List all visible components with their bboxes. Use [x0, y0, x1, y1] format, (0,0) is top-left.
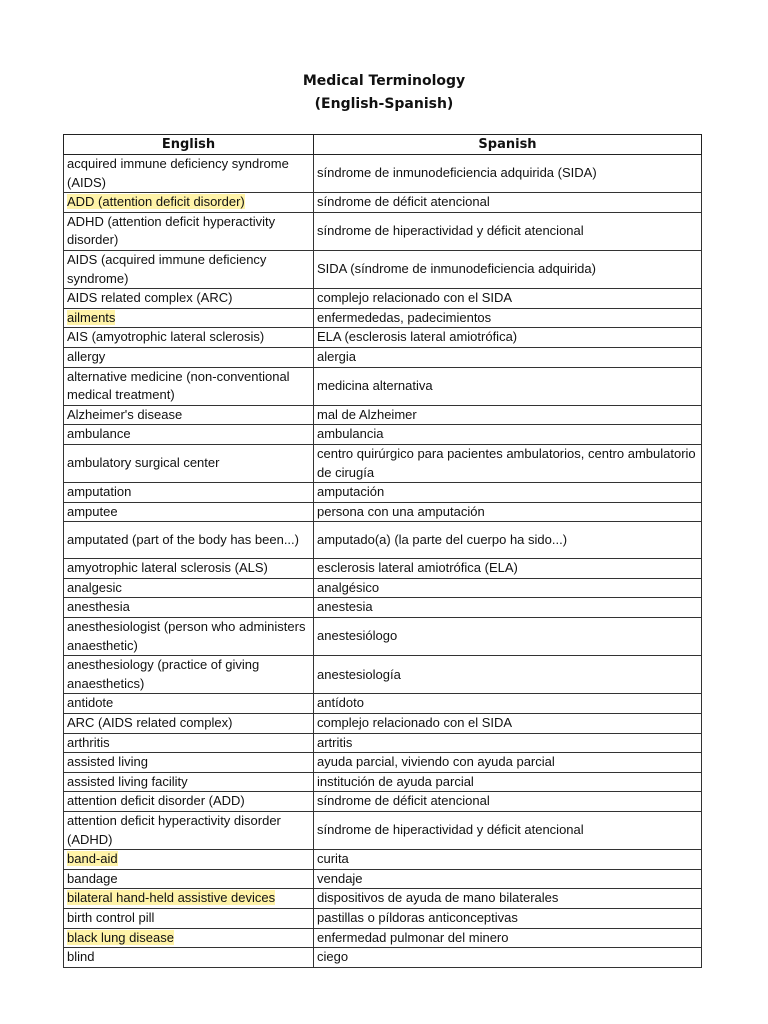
- table-row: [64, 598, 702, 618]
- english-term: ambulance: [67, 426, 131, 442]
- spanish-term-cell: [314, 714, 702, 734]
- english-term-cell: [64, 928, 314, 948]
- table-row: [64, 850, 702, 870]
- table-row: [64, 425, 702, 445]
- english-term-cell: [64, 908, 314, 928]
- spanish-term: anestesiólogo: [317, 628, 398, 644]
- spanish-term: ELA (esclerosis lateral amiotrófica): [317, 329, 518, 345]
- table-row: [64, 869, 702, 889]
- english-term: AIDS related complex (ARC): [67, 290, 233, 306]
- english-term: blind: [67, 949, 95, 965]
- spanish-term: SIDA (síndrome de inmunodeficiencia adquirida): [317, 261, 596, 277]
- english-term-cell: [64, 367, 314, 405]
- english-term-cell: [64, 869, 314, 889]
- english-term-cell: [64, 889, 314, 909]
- english-term: bilateral hand-held assistive devices: [67, 890, 276, 906]
- spanish-term: síndrome de hiperactividad y déficit atencional: [317, 223, 584, 239]
- spanish-term: analgésico: [317, 579, 380, 595]
- header-row: [64, 135, 702, 155]
- english-term: ADHD (attention deficit hyperactivity disorder): [67, 213, 276, 248]
- document-subtitle: (English-Spanish): [314, 96, 454, 112]
- spanish-term: síndrome de déficit atencional: [317, 194, 490, 210]
- english-term: anesthesiology (practice of giving anaesthetics): [67, 657, 260, 691]
- english-term-cell: [64, 714, 314, 734]
- english-term-cell: [64, 772, 314, 792]
- english-term: assisted living facility: [67, 773, 188, 789]
- spanish-term: síndrome de inmunodeficiencia adquirida (SIDA): [317, 165, 597, 181]
- spanish-term-cell: [314, 928, 702, 948]
- spanish-term-cell: [314, 405, 702, 425]
- spanish-term: alergia: [317, 348, 357, 364]
- spanish-term-cell: [314, 812, 702, 850]
- english-term: anesthesia: [67, 599, 130, 615]
- spanish-term-cell: [314, 694, 702, 714]
- spanish-term-cell: [314, 212, 702, 250]
- spanish-term-cell: [314, 289, 702, 309]
- english-term-cell: [64, 753, 314, 773]
- table-row: [64, 212, 702, 250]
- spanish-term-cell: [314, 850, 702, 870]
- spanish-term-cell: [314, 522, 702, 559]
- english-term-cell: [64, 694, 314, 714]
- english-term: antidote: [67, 695, 114, 711]
- spanish-term-cell: [314, 367, 702, 405]
- spanish-term-cell: [314, 250, 702, 288]
- spanish-term: ciego: [317, 949, 349, 965]
- english-term-cell: [64, 502, 314, 522]
- table-row: [64, 250, 702, 288]
- spanish-term: curita: [317, 851, 349, 867]
- english-term-cell: [64, 812, 314, 850]
- spanish-term-cell: [314, 618, 702, 656]
- table-row: [64, 502, 702, 522]
- table-row: [64, 908, 702, 928]
- spanish-term-cell: [314, 908, 702, 928]
- column-header-spanish: Spanish: [314, 135, 702, 155]
- table-row: [64, 578, 702, 598]
- english-term-cell: [64, 948, 314, 968]
- english-term: alternative medicine (non-conventional medical treatment): [67, 368, 290, 403]
- english-term: AIS (amyotrophic lateral sclerosis): [67, 329, 265, 345]
- spanish-term-cell: [314, 753, 702, 773]
- english-term-cell: [64, 522, 314, 559]
- table-row: [64, 714, 702, 734]
- english-term: black lung disease: [67, 929, 174, 945]
- table-row: [64, 155, 702, 193]
- spanish-term: complejo relacionado con el SIDA: [317, 715, 513, 731]
- english-term-cell: [64, 193, 314, 213]
- spanish-term: esclerosis lateral amiotrófica (ELA): [317, 560, 518, 576]
- table-row: [64, 193, 702, 213]
- spanish-term-cell: [314, 193, 702, 213]
- english-term-cell: [64, 425, 314, 445]
- spanish-term-cell: [314, 792, 702, 812]
- table-row: [64, 444, 702, 482]
- spanish-term-cell: [314, 347, 702, 367]
- terminology-table: [63, 134, 702, 968]
- spanish-term: persona con una amputación: [317, 503, 485, 519]
- english-term: Alzheimer's disease: [67, 406, 183, 422]
- table-header: [64, 135, 702, 155]
- table-row: [64, 928, 702, 948]
- table-row: [64, 328, 702, 348]
- english-term-cell: [64, 212, 314, 250]
- spanish-term: amputación: [317, 484, 385, 500]
- table-row: [64, 772, 702, 792]
- english-term: ambulatory surgical center: [67, 455, 220, 471]
- spanish-term-cell: [314, 578, 702, 598]
- english-term: analgesic: [67, 579, 122, 595]
- english-term-cell: [64, 598, 314, 618]
- spanish-term-cell: [314, 733, 702, 753]
- spanish-term: anestesia: [317, 599, 373, 615]
- spanish-term: ambulancia: [317, 426, 384, 442]
- table-row: [64, 289, 702, 309]
- english-term-cell: [64, 483, 314, 503]
- english-term: anesthesiologist (person who administers anaesthetic): [67, 619, 306, 653]
- spanish-term-cell: [314, 598, 702, 618]
- table-row: [64, 405, 702, 425]
- spanish-term: pastillas o píldoras anticonceptivas: [317, 909, 518, 925]
- document-header: [0, 70, 768, 116]
- spanish-term: síndrome de hiperactividad y déficit atencional: [317, 822, 584, 838]
- english-term-cell: [64, 656, 314, 694]
- english-term-cell: [64, 578, 314, 598]
- english-term: ADD (attention deficit disorder): [67, 194, 245, 210]
- spanish-term: vendaje: [317, 870, 363, 886]
- table-row: [64, 308, 702, 328]
- spanish-term-cell: [314, 502, 702, 522]
- spanish-term: enfermedad pulmonar del minero: [317, 929, 509, 945]
- spanish-term: antídoto: [317, 695, 364, 711]
- spanish-term-cell: [314, 948, 702, 968]
- english-term-cell: [64, 850, 314, 870]
- english-term-cell: [64, 618, 314, 656]
- english-term: assisted living: [67, 754, 148, 770]
- column-header-english: English: [64, 135, 314, 155]
- english-term: amyotrophic lateral sclerosis (ALS): [67, 560, 268, 576]
- spanish-term-cell: [314, 559, 702, 579]
- english-term: arthritis: [67, 734, 110, 750]
- english-term: amputee: [67, 503, 118, 519]
- english-term: band-aid: [67, 851, 118, 867]
- spanish-term-cell: [314, 483, 702, 503]
- english-term-cell: [64, 444, 314, 482]
- spanish-term: institución de ayuda parcial: [317, 773, 474, 789]
- english-term-cell: [64, 155, 314, 193]
- spanish-term-cell: [314, 656, 702, 694]
- table-body: [64, 155, 702, 968]
- english-term-cell: [64, 792, 314, 812]
- english-term: AIDS (acquired immune deficiency syndrome): [67, 251, 267, 286]
- table-row: [64, 694, 702, 714]
- table-row: [64, 733, 702, 753]
- spanish-term: enfermededas, padecimientos: [317, 309, 492, 325]
- spanish-term: amputado(a) (la parte del cuerpo ha sido...): [317, 531, 568, 547]
- table-row: [64, 656, 702, 694]
- english-term-cell: [64, 733, 314, 753]
- spanish-term-cell: [314, 444, 702, 482]
- english-term: allergy: [67, 348, 106, 364]
- spanish-term-cell: [314, 155, 702, 193]
- spanish-term: medicina alternativa: [317, 377, 433, 393]
- spanish-term: ayuda parcial, viviendo con ayuda parcial: [317, 754, 555, 770]
- english-term: attention deficit hyperactivity disorder (ADHD): [67, 813, 281, 847]
- table-row: [64, 948, 702, 968]
- table-row: [64, 618, 702, 656]
- english-term-cell: [64, 405, 314, 425]
- spanish-term: artritis: [317, 734, 353, 750]
- english-term-cell: [64, 289, 314, 309]
- english-term-cell: [64, 347, 314, 367]
- english-term: ailments: [67, 309, 116, 325]
- english-term-cell: [64, 328, 314, 348]
- document-title: Medical Terminology: [302, 73, 466, 89]
- english-term: ARC (AIDS related complex): [67, 715, 233, 731]
- english-term-cell: [64, 559, 314, 579]
- english-term-cell: [64, 250, 314, 288]
- spanish-term: mal de Alzheimer: [317, 406, 417, 422]
- table-row: [64, 367, 702, 405]
- spanish-term: complejo relacionado con el SIDA: [317, 290, 513, 306]
- table-row: [64, 483, 702, 503]
- spanish-term-cell: [314, 869, 702, 889]
- spanish-term: síndrome de déficit atencional: [317, 793, 490, 809]
- table-row: [64, 792, 702, 812]
- table-row: [64, 522, 702, 559]
- english-term: attention deficit disorder (ADD): [67, 793, 245, 809]
- spanish-term-cell: [314, 772, 702, 792]
- spanish-term-cell: [314, 425, 702, 445]
- english-term-cell: [64, 308, 314, 328]
- english-term: amputation: [67, 484, 132, 500]
- english-term: amputated (part of the body has been...): [67, 531, 299, 547]
- english-term: acquired immune deficiency syndrome (AIDS): [67, 156, 289, 190]
- english-term: bandage: [67, 870, 118, 886]
- table-row: [64, 559, 702, 579]
- table-row: [64, 889, 702, 909]
- english-term: birth control pill: [67, 909, 155, 925]
- spanish-term-cell: [314, 308, 702, 328]
- spanish-term: dispositivos de ayuda de mano bilaterales: [317, 890, 559, 906]
- spanish-term: anestesiología: [317, 666, 401, 682]
- table-row: [64, 753, 702, 773]
- spanish-term: centro quirúrgico para pacientes ambulatorios, centro ambulatorio de cirugía: [317, 445, 696, 480]
- spanish-term-cell: [314, 889, 702, 909]
- table-row: [64, 812, 702, 850]
- table-row: [64, 347, 702, 367]
- spanish-term-cell: [314, 328, 702, 348]
